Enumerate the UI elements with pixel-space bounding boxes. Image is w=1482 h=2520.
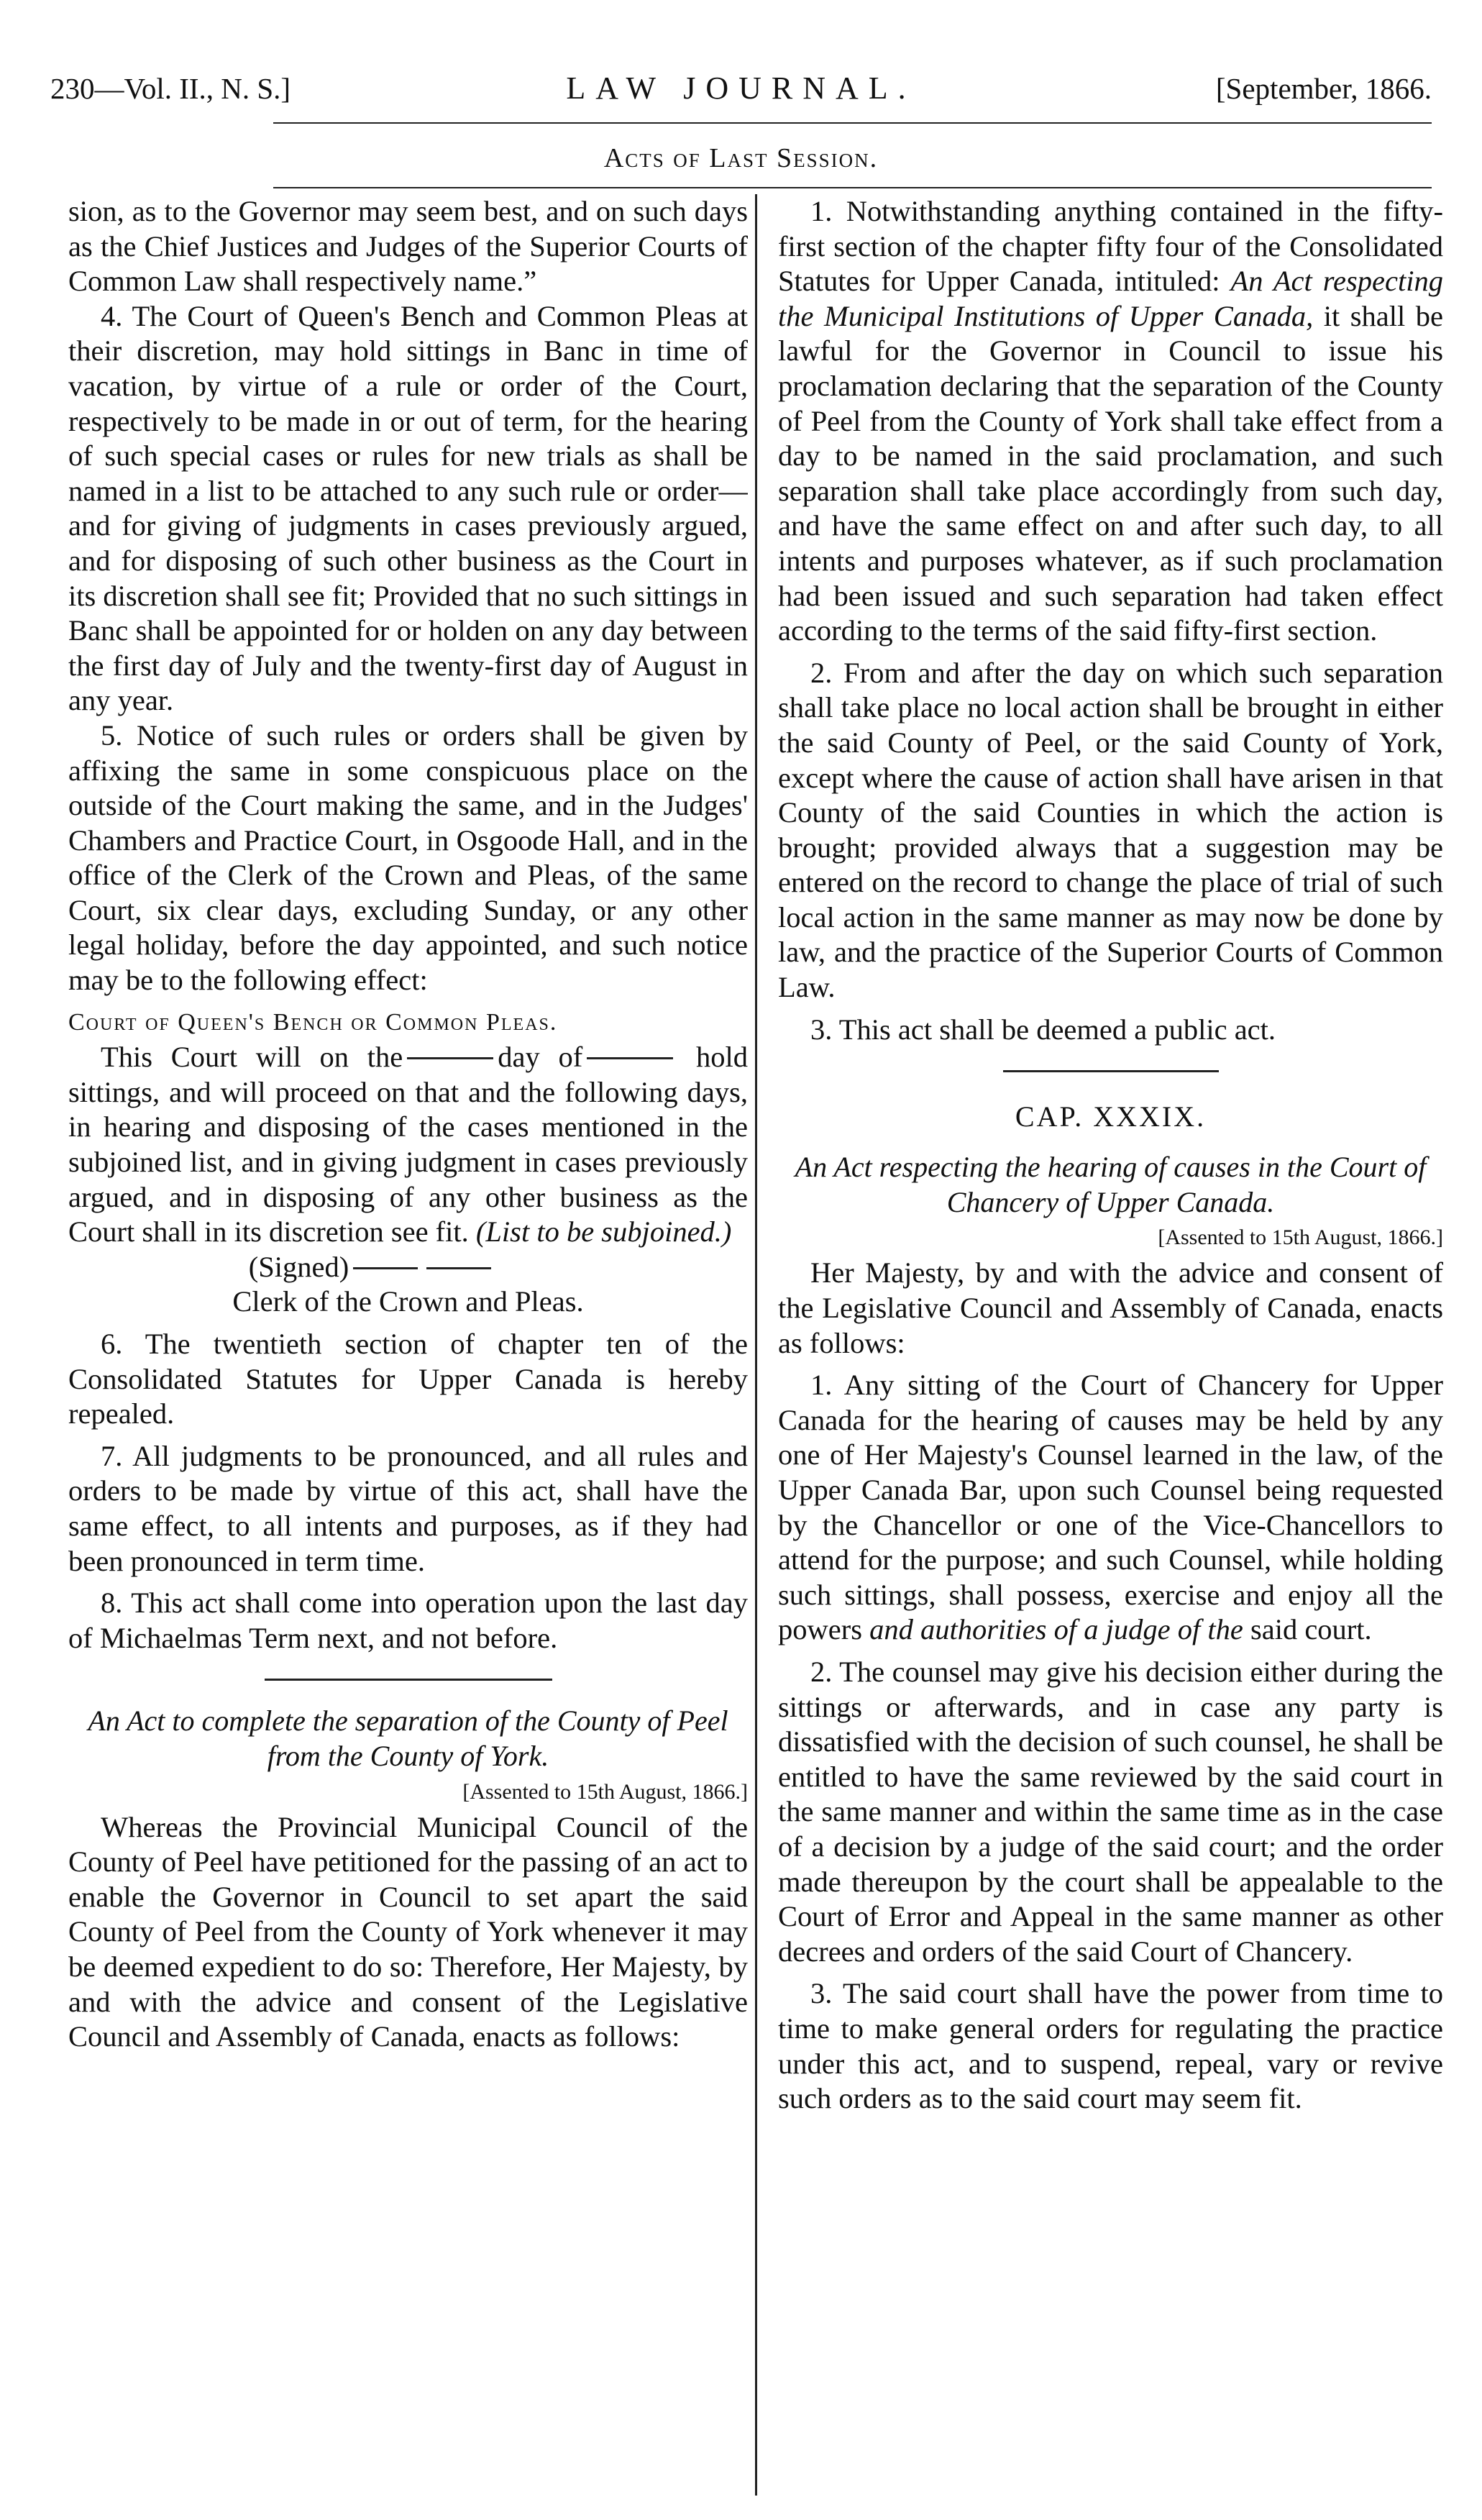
peel-s1-text-b: it shall be lawful for the Governor in Council to issue his proclamation declaring that the separation of the County of Peel from the County of York shall take effect from a day to be named in the said proclamation, and such separation shall take place accordingly from such day, and have the same effect on and after such day, to all intents and purposes whatever, as if such proclamation had been issued and such separation had taken effect according to the terms of the said fifty-first section. xyxy=(778,299,1443,647)
right-column xyxy=(778,194,1443,2503)
chancery-s1-text-a: 1. Any sitting of the Court of Chancery for Upper Canada for the hearing of causes may be held by any one of Her Majesty's Counsel learned in the law, of the Upper Canada Bar, upon such Counsel being requested by the Chancellor or one of the Vice-Chancellors to attend for the purpose; and such Counsel, while holding such sittings, shall possess, exercise and enjoy all the powers xyxy=(778,1369,1443,1646)
preamble-paragraph: Whereas the Provincial Municipal Council of the County of Peel have petitioned for the passing of an act to enable the Governor in Council to set apart the said County of Peel from the County of York whenever it may be deemed expedient to do so: Therefore, Her Majesty, by and with the advice and consent of the Legislative Council and Assembly of Canada, enacts as follows: xyxy=(68,1810,748,2053)
separator-rule xyxy=(265,1679,552,1681)
chapter-assent-date: [Assented to 15th August, 1866.] xyxy=(1158,1225,1443,1250)
peel-s1-text-a: 1. Notwithstanding anything contained in the fifty-first section of the chapter fifty four of the Consolidated Statutes for Upper Canada, intituled: xyxy=(778,195,1443,298)
section-5-paragraph: 5. Notice of such rules or orders shall be given by affixing the same in some conspicuous place on the outside of the Court making the same, and in the Judges' Chambers and Practice Court, in Osgoode Hall, and in the office of the Clerk of the Crown and Pleas, of the same Court, six clear days, excluding Sunday, or any other legal holiday, before the day appointed, and such notice may be to the following effect: xyxy=(68,718,748,997)
chancery-s1-text-b: said court. xyxy=(1243,1613,1372,1646)
enacting-clause: Her Majesty, by and with the advice and consent of the Legislative Council and Assembly of Canada, enacts as follows: xyxy=(778,1256,1443,1359)
clerk-line: Clerk of the Crown and Pleas. xyxy=(232,1285,584,1318)
notice-form xyxy=(68,1040,748,1250)
notice-list-note: (List to be subjoined.) xyxy=(475,1215,732,1248)
blank-line xyxy=(353,1267,418,1269)
running-head xyxy=(50,63,1432,114)
notice-text-b: day of xyxy=(498,1041,583,1074)
blank-line xyxy=(587,1057,673,1059)
notice-text-a: This Court will on the xyxy=(101,1041,403,1074)
assent-date: [Assented to 15th August, 1866.] xyxy=(462,1779,748,1804)
header-rule-bottom xyxy=(273,187,1432,188)
chapter-act-title: An Act respecting the hearing of causes in the Court of Chancery of Upper Canada. xyxy=(795,1151,1427,1218)
left-column xyxy=(68,194,748,2503)
issue-date: [September, 1866. xyxy=(1215,72,1432,105)
court-heading: Court of Queen's Bench or Common Pleas. xyxy=(68,1008,558,1036)
section-6-paragraph: 6. The twentieth section of chapter ten of the Consolidated Statutes for Upper Canada is hereby repealed. xyxy=(68,1328,748,1430)
signed-label: (Signed) xyxy=(248,1250,349,1283)
blank-line xyxy=(426,1267,491,1269)
peel-section-1-paragraph xyxy=(778,194,1443,649)
signed-line xyxy=(68,1250,748,1285)
peel-section-2-paragraph: 2. From and after the day on which such separation shall take place no local action shall be brought in either the said County of Peel, or the said County of York, except where the cause of action shall have arisen in that County of the said Counties in which the action is brought; provided always that a suggestion may be entered on the record to change the place of trial of such local action in the same manner as may now be done by law, and the practice of the Superior Courts of Common Law. xyxy=(778,656,1443,1004)
column-divider xyxy=(755,194,757,2496)
act-title: An Act to complete the separation of the County of Peel from the County of York. xyxy=(88,1704,728,1772)
section-7-paragraph: 7. All judgments to be pronounced, and all rules and orders to be made by virtue of this act, shall have the same effect, to all intents and purposes, as if they had been pronounced in term time. xyxy=(68,1439,748,1577)
blank-line xyxy=(407,1057,493,1059)
header-rule-top xyxy=(273,122,1432,124)
chancery-section-3-paragraph: 3. The said court shall have the power from time to time to make general orders for regulating the practice under this act, and to suspend, repeal, vary or revive such orders as to the said court may seem fit. xyxy=(778,1977,1443,2115)
peel-section-3-paragraph: 3. This act shall be deemed a public act. xyxy=(810,1013,1276,1046)
chapter-heading: CAP. XXXIX. xyxy=(1015,1100,1207,1133)
section-heading: Acts of Last Session. xyxy=(603,143,879,173)
notice-text-c: hold sittings, and will proceed on that and the following days, in hearing and disposing of the cases mentioned in the subjoined list, and in giving judgment in cases previously argued, and in disposing of any other business as the Court shall in its discretion see fit. xyxy=(68,1041,748,1248)
separator-rule xyxy=(1003,1070,1219,1072)
section-4-paragraph: 4. The Court of Queen's Bench and Common Pleas at their discretion, may hold sittings in Banc in time of vacation, by virtue of a rule or order of the Court, respectively to be made in or out of term, for the hearing of such special cases or rules for new trials as shall be named in a list to be attached to any such rule or order—and for giving of judgments in cases previously argued, and for disposing of such other business as the Court in its discretion shall see fit; Provided that no such sittings in Banc shall be appointed for or holden on any day between the first day of July and the twenty-first day of August in any year. xyxy=(68,299,748,717)
section-8-paragraph: 8. This act shall come into operation upon the last day of Michaelmas Term next, and not before. xyxy=(68,1587,748,1654)
chancery-section-1-paragraph xyxy=(778,1368,1443,1648)
chancery-s1-italic: and authorities of a judge of the xyxy=(869,1613,1243,1646)
journal-title: LAW JOURNAL. xyxy=(566,70,916,106)
paragraph-continuation: sion, as to the Governor may seem best, and on such days as the Chief Justices and Judges of the Superior Courts of Common Law shall respectively name.” xyxy=(68,195,748,298)
page-number-volume: 230—Vol. II., N. S.] xyxy=(50,72,291,105)
chancery-section-2-paragraph: 2. The counsel may give his decision either during the sittings or afterwards, and in case any party is dissatisfied with the decision of such counsel, he shall be entitled to have the same reviewed by the said court in the same manner and within the same time as in the case of a decision by a judge of the said court; and the order made thereupon by the court shall be appealable to the Court of Error and Appeal in the same manner as other decrees and orders of the said Court of Chancery. xyxy=(778,1655,1443,1968)
peel-s1-act-title: An Act respecting the Municipal Institutions of Upper Canada, xyxy=(778,265,1443,332)
